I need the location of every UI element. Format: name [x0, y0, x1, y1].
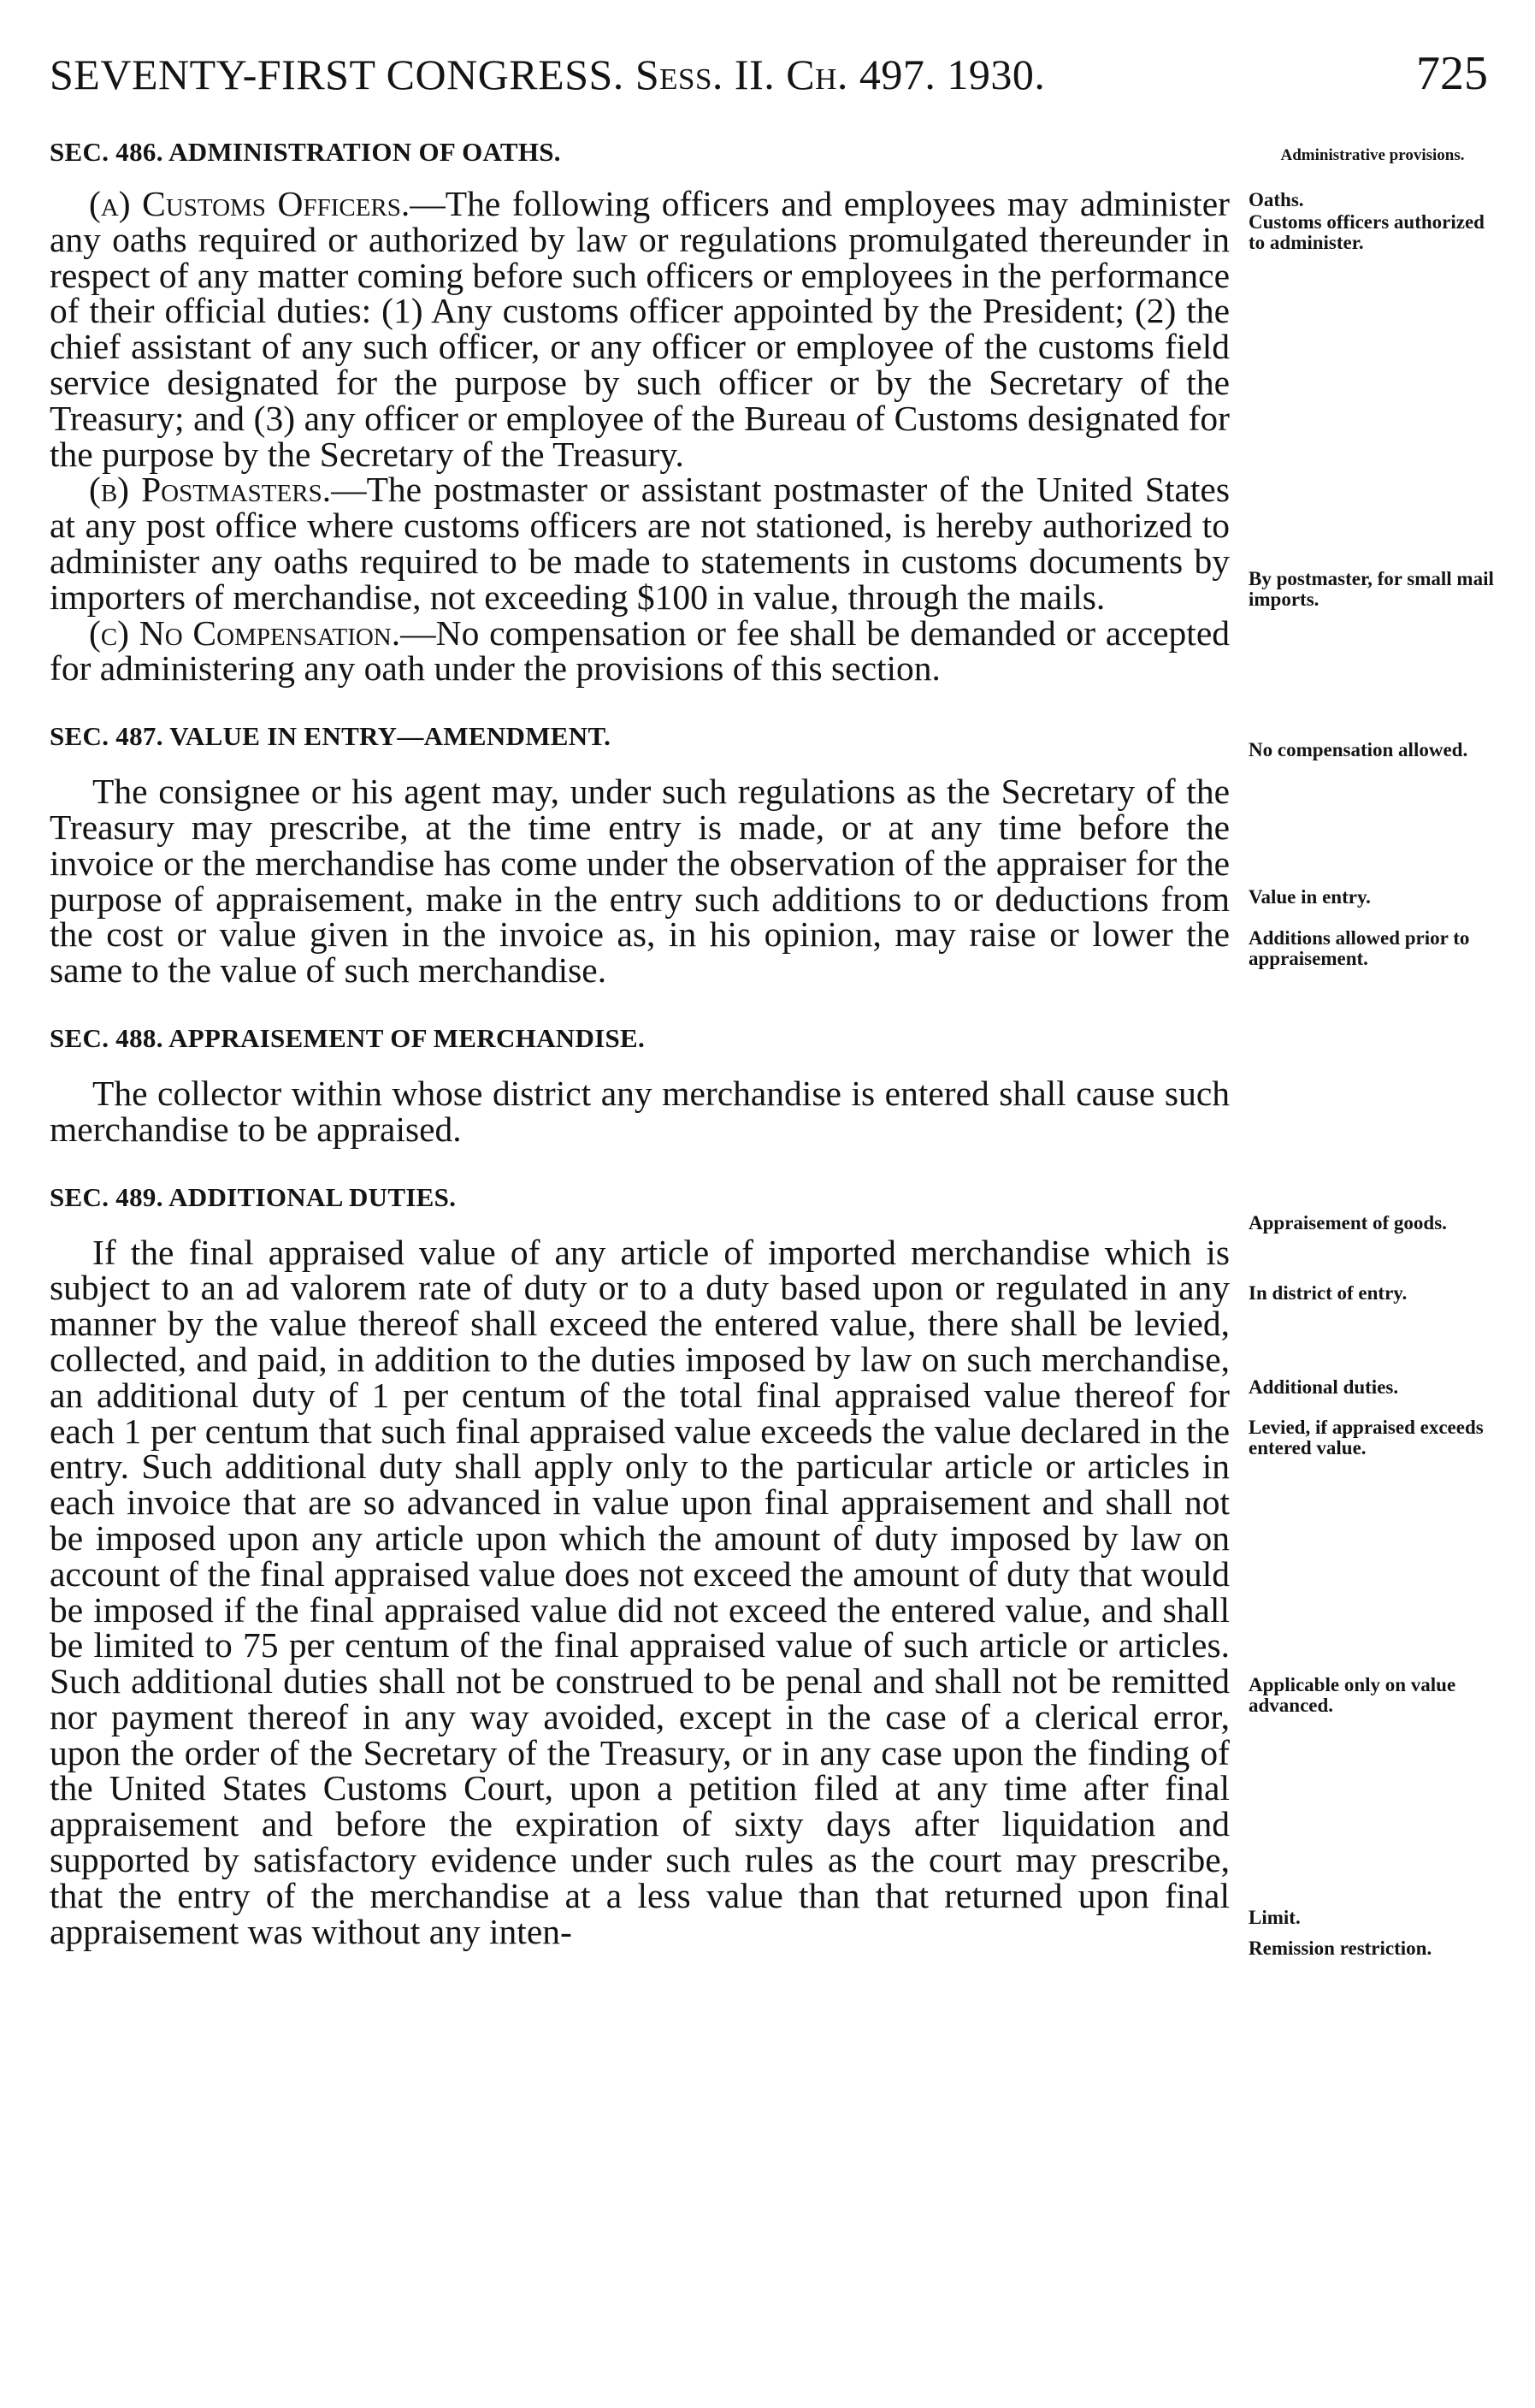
section-488-para: The collector within whose district any merchandise is entered shall cause such merchandise to be appraised.	[50, 1073, 1230, 1149]
margin-note-additions-allowed: Additions allowed prior to appraisement.	[1249, 927, 1470, 969]
section-487-heading: SEC. 487. VALUE IN ENTRY—AMENDMENT.	[50, 721, 611, 752]
section-489-para: If the final appraised value of any article of imported merchandise which is subject to an ad valorem rate of duty or to a duty based upon or regulated in any manner by the value thereof shall exceed the entered value, there shall be levied, collected, and paid, in addition to the duties imposed by law on such merchandise, an additional duty of 1 per centum of the total final appraised value thereof for each 1 per centum that such final appraised value exceeds the value declared in the entry. Such additional duty shall apply only to the particular article or articles in each invoice that are so advanced in value upon final appraisement and shall not be imposed upon any article upon which the amount of duty imposed by law on account of the final appraised value does not exceed the amount of duty that would be imposed if the final appraised value did not exceed the entered value, and shall be limited to 75 per centum of the final appraised value of such article or articles. Such additional duties shall not be construed to be penal and shall not be remitted nor payment thereof in any way avoided, except in the case of a clerical error, upon the order of the Secretary of the Treasury, or in any case upon the finding of the United States Customs Court, upon a petition filed at any time after final appraisement and before the expiration of sixty days after liquidation and supported by satisfactory evidence under such rules as the court may prescribe, that the entry of the merchandise at a less value than that returned upon final appraisement was without any inten-	[50, 1232, 1230, 1951]
section-487-para: The consignee or his agent may, under such regulations as the Secretary of the Treasury may prescribe, at the time entry is made, or at any time before the invoice or the merchandise has come under the observation of the appraiser for the purpose of appraisement, make in the entry such additions to or deductions from the cost or value given in the invoice as, in his opinion, may raise or lower the same to the value of such merchandise.	[50, 772, 1230, 991]
margin-note-value-in-entry: Value in entry.	[1249, 886, 1371, 908]
running-head	[50, 47, 1488, 109]
margin-note-levied: Levied, if appraised exceeds entered value.	[1249, 1417, 1484, 1458]
para-a-label: (a) Customs Officers.	[89, 184, 410, 223]
chapter-label: Ch. 497.	[786, 50, 936, 98]
running-head-title	[50, 50, 1045, 99]
para-c-label: (c) No Compensation.	[89, 612, 401, 653]
section-486-para-a	[50, 186, 1230, 472]
margin-note-remission: Remission restriction.	[1249, 1938, 1432, 1959]
section-486-para-c	[50, 612, 1230, 689]
para-a-text: —The following officers and employees may administer any oaths required or authorized by law or regulations promulgated thereunder in respect of any matter coming before such officers or employees in the performance of their official duties: (1) Any customs officer appointed by the President; (2) the chief assistant of any such officer, or any officer or employee of the customs field service designated for the purpose by such officer or by the Secretary of the Treasury; and (3) any officer or employee of the Bureau of Customs designated for the purpose by the Secretary of the Treasury.	[50, 184, 1230, 474]
margin-note-district-of-entry: In district of entry.	[1249, 1282, 1408, 1304]
section-489-heading: SEC. 489. ADDITIONAL DUTIES.	[50, 1181, 457, 1212]
year-label: 1930.	[947, 50, 1046, 98]
para-b-label: (b) Postmasters.	[89, 470, 332, 510]
congress-name: SEVENTY-FIRST CONGRESS.	[50, 50, 624, 98]
section-488-heading: SEC. 488. APPRAISEMENT OF MERCHANDISE.	[50, 1022, 646, 1053]
margin-note-oaths: Oaths.	[1249, 189, 1304, 210]
margin-note-additional-duties: Additional duties.	[1249, 1376, 1399, 1398]
section-486-para-b	[50, 472, 1230, 615]
body-text	[50, 137, 1230, 1949]
margin-note-no-compensation: No compensation allowed.	[1249, 739, 1468, 760]
margin-note-customs-officers: Customs officers authorized to administer.	[1249, 211, 1485, 253]
margin-note-appraisement: Appraisement of goods.	[1249, 1212, 1447, 1234]
section-486-heading: SEC. 486. ADMINISTRATION OF OATHS.	[50, 137, 561, 167]
page-number: 725	[1416, 47, 1488, 100]
session-label: Sess. II.	[635, 50, 776, 98]
margin-note-applicable-only: Applicable only on value advanced.	[1249, 1674, 1456, 1716]
margin-note-limit: Limit.	[1249, 1907, 1301, 1928]
para-c-text: —No compensation or fee shall be demanded or accepted for administering any oath under the provisions of this section.	[50, 612, 1230, 689]
margin-note-administrative-provisions: Administrative provisions.	[1280, 146, 1465, 164]
para-b-text: —The postmaster or assistant postmaster of the United States at any post office where customs officers are not stationed, is hereby authorized to administer any oaths required to be made to statements in customs documents by importers of merchandise, not exceeding $100 in value, through the mails.	[50, 470, 1230, 617]
margin-note-postmaster: By postmaster, for small mail imports.	[1249, 568, 1494, 610]
